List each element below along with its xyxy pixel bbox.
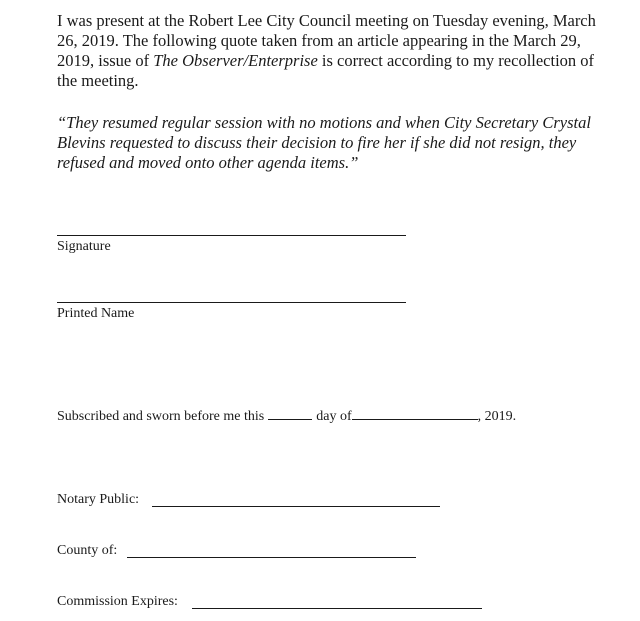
statement-intro-end: is correct according to my recollection of the meeting. [57, 51, 595, 90]
printed-name-line[interactable] [57, 302, 406, 303]
county-line[interactable] [127, 557, 416, 558]
printed-name-label: Printed Name [57, 306, 135, 321]
quote-paragraph: “They resumed regular session with no motions and when City Secretary Crystal Blevins requested to discuss their decision to fire her if she did not resign, they refused and moved onto other agenda items.” [57, 113, 591, 172]
signature-label: Signature [57, 239, 111, 254]
statement-paragraph [57, 11, 617, 91]
commission-expires-line[interactable] [192, 608, 482, 609]
sworn-year: , 2019. [477, 409, 517, 424]
publication-title: The Observer/Enterprise [153, 51, 318, 70]
sworn-day-of: day of [316, 409, 352, 424]
sworn-statement-line [57, 406, 516, 425]
county-label: County of: [57, 543, 118, 558]
sworn-prefix: Subscribed and sworn before me this [57, 409, 265, 424]
day-blank[interactable] [268, 406, 312, 420]
month-blank[interactable] [352, 406, 478, 420]
statement-intro: I was present at the Robert Lee City Council meeting on Tuesday evening, March 26, 2019. The following quote taken from an article appearing in the March 29, 2019, issue of [57, 11, 596, 70]
notary-public-line[interactable] [152, 506, 440, 507]
commission-expires-label: Commission Expires: [57, 594, 178, 609]
notary-public-label: Notary Public: [57, 492, 140, 507]
signature-line[interactable] [57, 235, 406, 236]
